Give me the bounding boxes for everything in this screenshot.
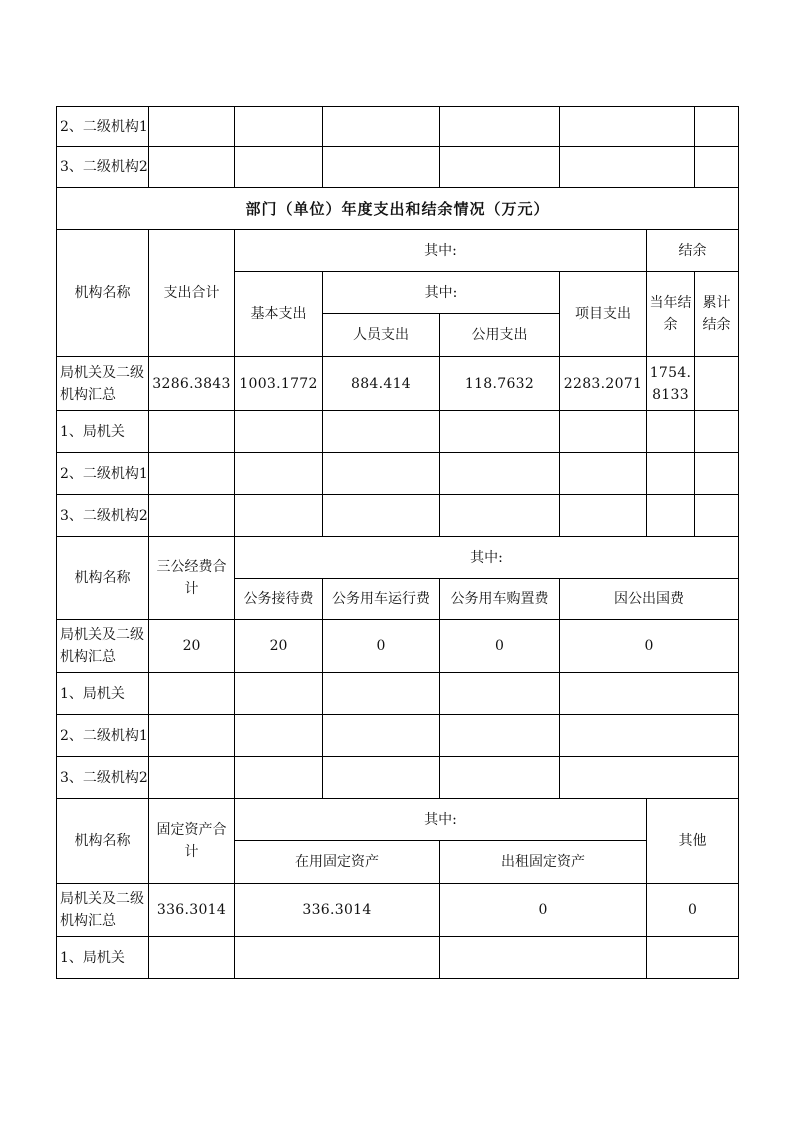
table-cell (149, 147, 235, 188)
org-name-cell: 1、局机关 (57, 673, 149, 715)
budget-document-table (56, 106, 739, 979)
reception-cell (235, 673, 323, 715)
header-row (57, 799, 739, 841)
public-cell (440, 495, 560, 537)
vehicle-purchase-cell (440, 715, 560, 757)
overseas-cell (560, 715, 739, 757)
cumulative-balance-cell (695, 453, 739, 495)
overseas-cell (560, 757, 739, 799)
total-cell (149, 715, 235, 757)
header-leased: 出租固定资产 (440, 841, 647, 884)
header-overseas: 因公出国费 (560, 579, 739, 620)
header-current-balance: 当年结余 (647, 272, 695, 357)
org-name-cell: 局机关及二级机构汇总 (57, 620, 149, 673)
header-fixed-asset-total: 固定资产合计 (149, 799, 235, 884)
basic-cell: 1003.1772 (235, 357, 323, 411)
header-total: 支出合计 (149, 230, 235, 357)
personnel-cell (323, 495, 440, 537)
vehicle-purchase-cell (440, 757, 560, 799)
header-row (57, 537, 739, 579)
header-project: 项目支出 (560, 272, 647, 357)
header-personnel: 人员支出 (323, 314, 440, 357)
vehicle-operation-cell (323, 715, 440, 757)
org-name-cell: 3、二级机构2 (57, 757, 149, 799)
total-cell (149, 757, 235, 799)
personnel-cell (323, 411, 440, 453)
header-vehicle-operation: 公务用车运行费 (323, 579, 440, 620)
current-balance-cell (647, 411, 695, 453)
project-cell (560, 495, 647, 537)
leased-cell: 0 (440, 884, 647, 937)
total-cell (149, 411, 235, 453)
header-reception: 公务接待费 (235, 579, 323, 620)
table-cell (560, 147, 695, 188)
table-row (57, 715, 739, 757)
org-name-cell: 3、二级机构2 (57, 147, 149, 188)
table-row (57, 107, 739, 147)
table-cell (695, 107, 739, 147)
cumulative-balance-cell (695, 357, 739, 411)
table-cell (235, 107, 323, 147)
org-name-cell: 3、二级机构2 (57, 495, 149, 537)
table-row (57, 673, 739, 715)
other-cell (647, 937, 739, 979)
table-row (57, 411, 739, 453)
total-cell (149, 495, 235, 537)
header-vehicle-purchase: 公务用车购置费 (440, 579, 560, 620)
current-balance-cell (647, 495, 695, 537)
header-of-which: 其中: (235, 230, 647, 272)
reception-cell (235, 757, 323, 799)
header-cumulative-balance: 累计结余 (695, 272, 739, 357)
table-cell (560, 107, 695, 147)
table-row (57, 937, 739, 979)
header-basic-of-which: 其中: (323, 272, 560, 314)
current-balance-cell (647, 453, 695, 495)
table-cell (235, 147, 323, 188)
project-cell: 2283.2071 (560, 357, 647, 411)
vehicle-purchase-cell (440, 673, 560, 715)
vehicle-operation-cell (323, 673, 440, 715)
org-name-cell: 1、局机关 (57, 937, 149, 979)
project-cell (560, 453, 647, 495)
total-cell: 20 (149, 620, 235, 673)
org-name-cell: 1、局机关 (57, 411, 149, 453)
table-row (57, 495, 739, 537)
table-cell (323, 107, 440, 147)
cumulative-balance-cell (695, 495, 739, 537)
total-cell: 336.3014 (149, 884, 235, 937)
table-row (57, 757, 739, 799)
reception-cell (235, 715, 323, 757)
in-use-cell (235, 937, 440, 979)
section-title-row (57, 188, 739, 230)
header-org-name: 机构名称 (57, 799, 149, 884)
total-cell: 3286.3843 (149, 357, 235, 411)
leased-cell (440, 937, 647, 979)
table-cell (323, 147, 440, 188)
basic-cell (235, 453, 323, 495)
in-use-cell: 336.3014 (235, 884, 440, 937)
header-other: 其他 (647, 799, 739, 884)
org-name-cell: 局机关及二级机构汇总 (57, 884, 149, 937)
header-org-name: 机构名称 (57, 230, 149, 357)
overseas-cell (560, 673, 739, 715)
header-balance: 结余 (647, 230, 739, 272)
org-name-cell: 局机关及二级机构汇总 (57, 357, 149, 411)
table-row (57, 147, 739, 188)
public-cell (440, 453, 560, 495)
table-cell (695, 147, 739, 188)
table-row (57, 453, 739, 495)
total-cell (149, 673, 235, 715)
personnel-cell (323, 453, 440, 495)
vehicle-purchase-cell: 0 (440, 620, 560, 673)
header-basic: 基本支出 (235, 272, 323, 357)
basic-cell (235, 495, 323, 537)
org-name-cell: 2、二级机构1 (57, 453, 149, 495)
header-row (57, 230, 739, 272)
public-cell: 118.7632 (440, 357, 560, 411)
basic-cell (235, 411, 323, 453)
header-of-which: 其中: (235, 799, 647, 841)
vehicle-operation-cell (323, 757, 440, 799)
other-cell: 0 (647, 884, 739, 937)
table-row (57, 884, 739, 937)
header-public: 公用支出 (440, 314, 560, 357)
personnel-cell: 884.414 (323, 357, 440, 411)
org-name-cell: 2、二级机构1 (57, 107, 149, 147)
table-cell (440, 147, 560, 188)
table-cell (440, 107, 560, 147)
org-name-cell: 2、二级机构1 (57, 715, 149, 757)
table-row (57, 620, 739, 673)
reception-cell: 20 (235, 620, 323, 673)
header-in-use: 在用固定资产 (235, 841, 440, 884)
table-row (57, 357, 739, 411)
overseas-cell: 0 (560, 620, 739, 673)
header-of-which: 其中: (235, 537, 739, 579)
header-three-public-total: 三公经费合计 (149, 537, 235, 620)
total-cell (149, 937, 235, 979)
header-org-name: 机构名称 (57, 537, 149, 620)
cumulative-balance-cell (695, 411, 739, 453)
vehicle-operation-cell: 0 (323, 620, 440, 673)
total-cell (149, 453, 235, 495)
section-title: 部门（单位）年度支出和结余情况（万元） (57, 188, 739, 230)
project-cell (560, 411, 647, 453)
table-cell (149, 107, 235, 147)
current-balance-cell: 1754.8133 (647, 357, 695, 411)
public-cell (440, 411, 560, 453)
